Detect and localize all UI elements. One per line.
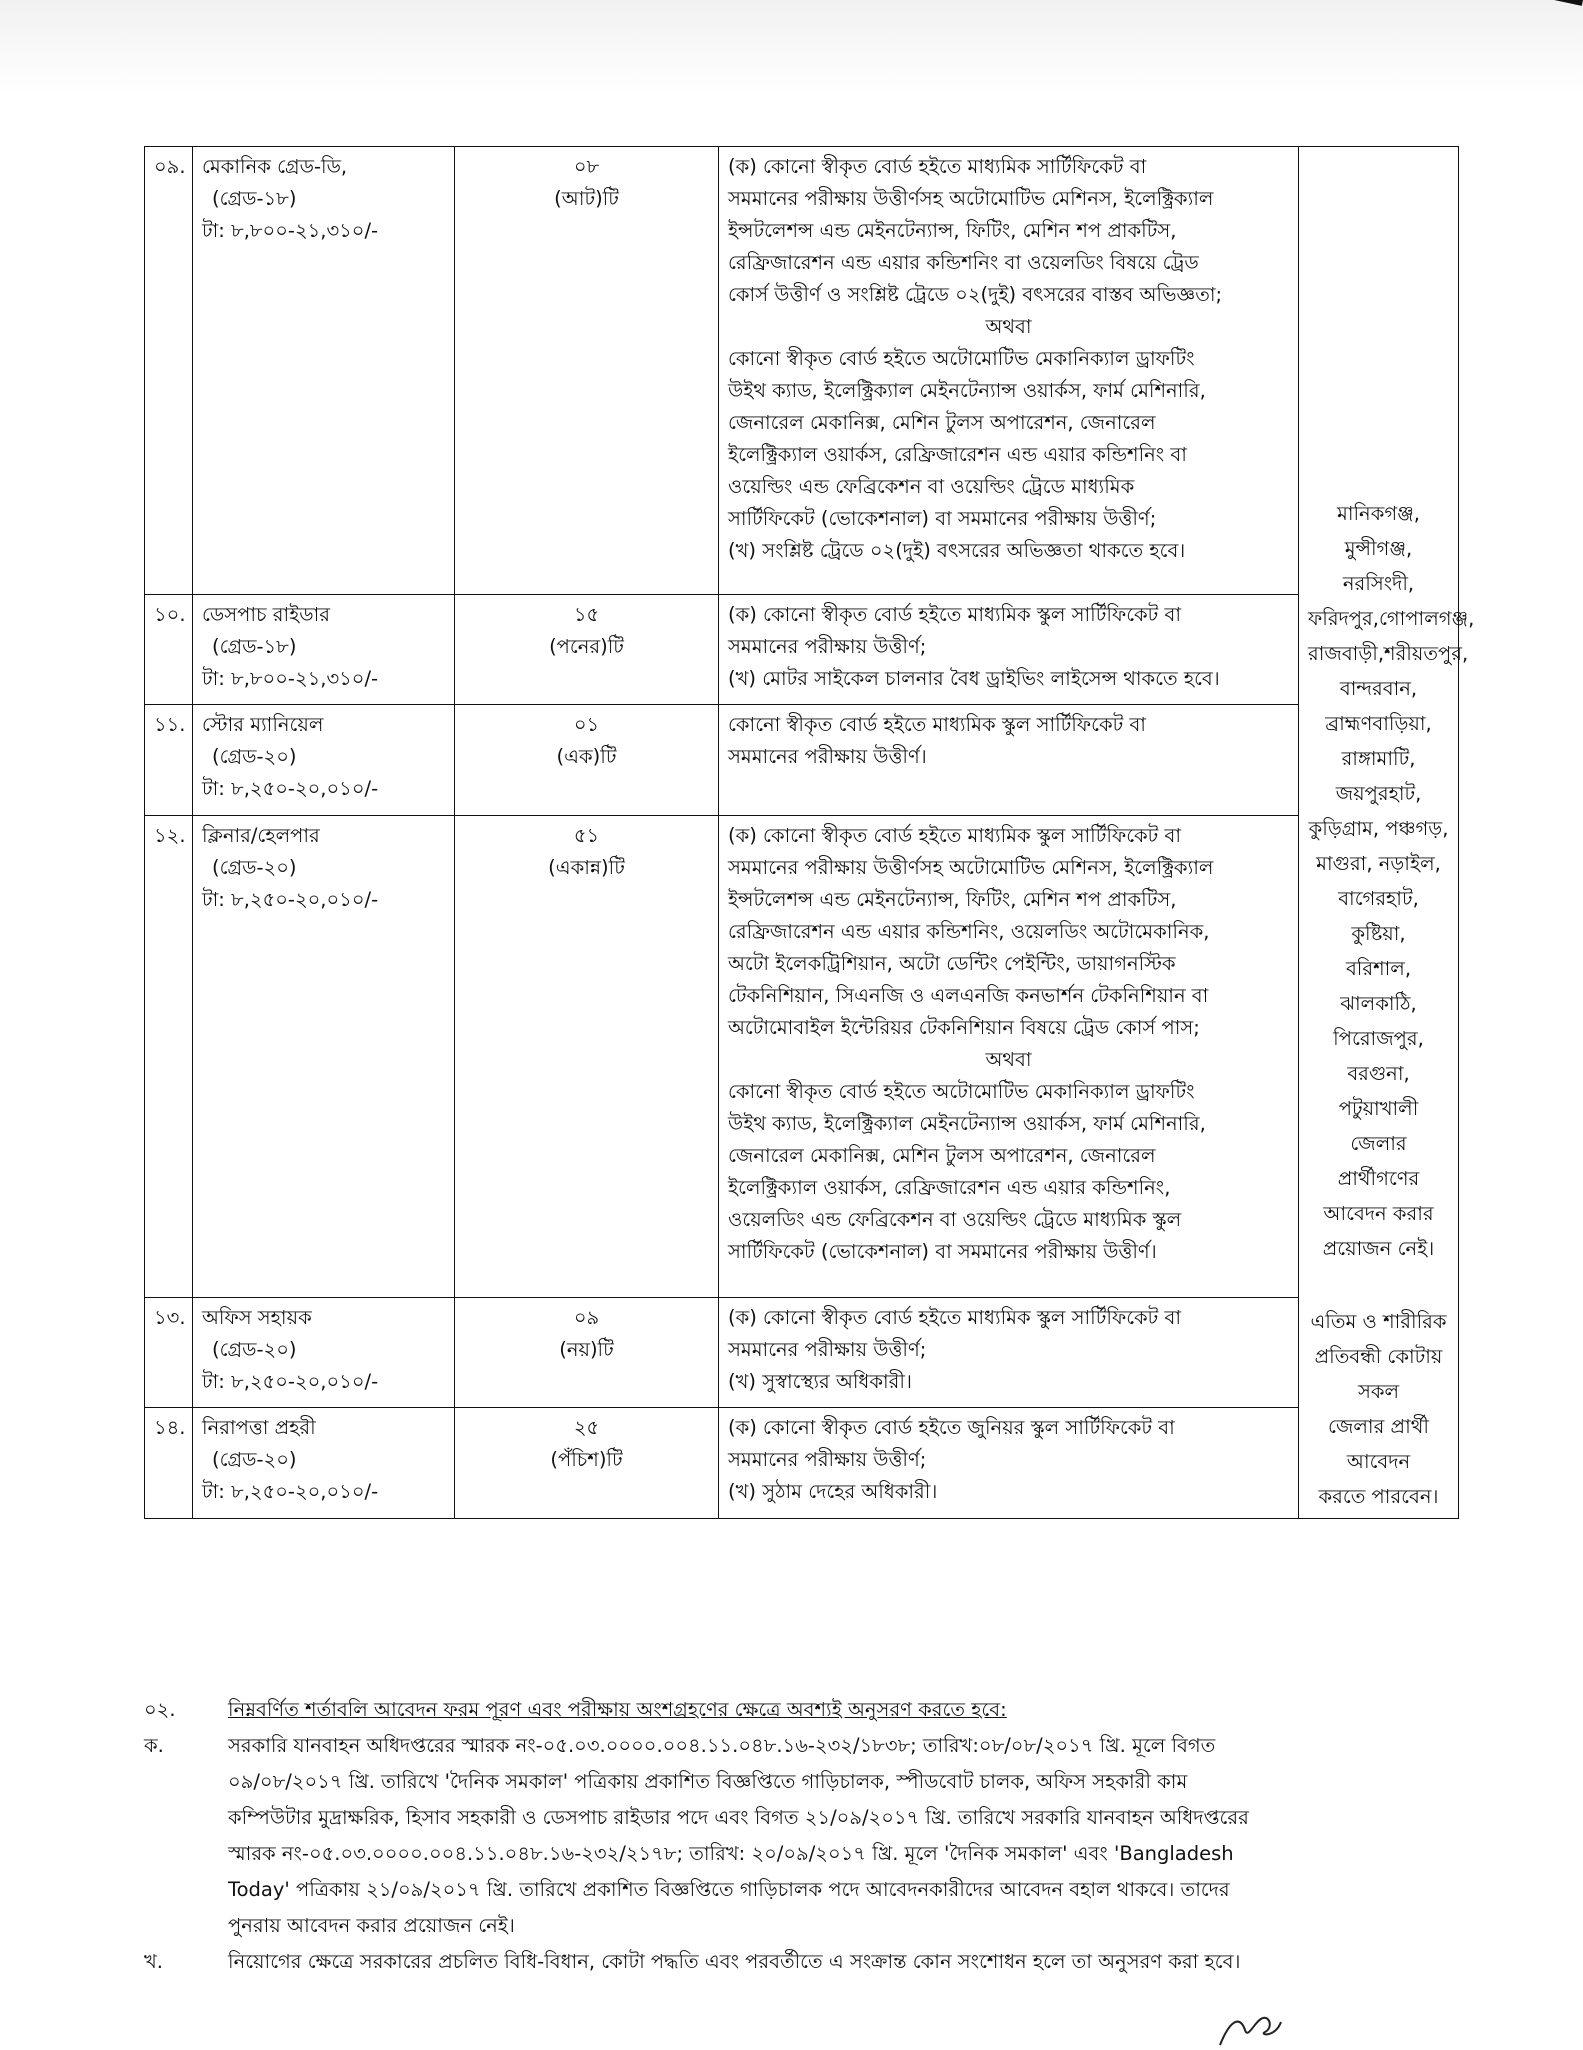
table-row [145,1297,1459,1408]
qualification-line: উইথ ক্যাড, ইলেক্ট্রিক্যাল মেইনটেন্যান্স ওয়ার্কস, ফার্ম মেশিনারি, [728,379,1206,402]
post-name: মেকানিক গ্রেড-ডি, [202,155,348,178]
post-count-words: (নয়)টি [559,1337,614,1361]
qualification-line: জেনারেল মেকানিক্স, মেশিন টুলস অপারেশন, জেনারেল [728,1144,1156,1168]
scan-shadow [0,0,1583,95]
qualification-line: ইলেক্ট্রিক্যাল ওয়ার্কস, রেফ্রিজারেশন এন্ড এয়ার কন্ডিশনিং, [728,1176,1171,1200]
qualification-line: সমমানের পরীক্ষায় উত্তীর্ণ। [728,745,927,769]
post-cell [193,1408,455,1519]
remark-line: রাজবাড়ী,শরীয়তপুর, [1308,642,1469,665]
post-grade: (গ্রেড-২০) [212,1337,297,1361]
post-count-cell [455,1408,719,1519]
qualification-line: (ক) কোনো স্বীকৃত বোর্ড হইতে মাধ্যমিক স্কুল সার্টিফিকেট বা [728,1305,1182,1329]
post-cell [193,147,455,595]
post-cell [193,1297,455,1408]
qualification-line: টেকনিশিয়ান, সিএনজি ও এলএনজি কনভার্শন টেকনিশিয়ান বা [728,984,1209,1008]
conditions-heading: নিম্নবর্ণিত শর্তাবলি আবেদন ফরম পূরণ এবং পরীক্ষায় অংশগ্রহণের ক্ষেত্রে অবশ্যই অনুসরণ করতে হবে: [228,1698,1007,1721]
post-name: স্টোর ম্যানিয়েল [202,713,324,737]
table-row [145,705,1459,816]
condition-item-ka [144,1728,1458,1944]
qualification-line: রেফ্রিজারেশন এন্ড এয়ার কন্ডিশনিং, ওয়েলডিং অটোমেকানিক, [728,920,1210,944]
post-name: নিরাপত্তা প্রহরী [202,1416,316,1440]
qualification-line: কোনো স্বীকৃত বোর্ড হইতে মাধ্যমিক স্কুল সার্টিফিকেট বা [728,713,1146,737]
table-row [145,1408,1459,1519]
qualification-line: (ক) কোনো স্বীকৃত বোর্ড হইতে মাধ্যমিক স্কুল সার্টিফিকেট বা [728,602,1182,626]
post-grade: (গ্রেড-১৮) [212,634,297,658]
post-cell [193,816,455,1298]
qualification-cell [719,816,1299,1298]
qualification-line: ওয়েলডিং এন্ড ফেব্রিকেশন বা ওয়েল্ডিং ট্রেডে মাধ্যমিক স্কুল [728,1208,1182,1232]
qualification-line: সমমানের পরীক্ষায় উত্তীর্ণ; [728,1337,927,1361]
excluded-districts-note [1308,151,1475,1266]
remark-line: রাঙ্গামাটি, জয়পুরহাট, [1335,747,1422,805]
post-pay-scale: টা: ৮,২৫০-২০,০১০/- [202,777,379,801]
serial-cell: ০৯. [145,147,193,595]
serial-cell: ১১. [145,705,193,816]
qualification-line: কোর্স উত্তীর্ণ ও সংশ্লিষ্ট ট্রেডে ০২(দুই) বৎসরের বাস্তব অভিজ্ঞতা; [728,283,1223,306]
remark-line: ব্রাহ্মণবাড়িয়া, [1325,712,1432,735]
qualification-line: (খ) সুঠাম দেহের অধিকারী। [728,1480,938,1504]
remark-line: মাগুরা, নড়াইল, [1316,852,1441,875]
remark-line: নরসিংদী, [1342,572,1415,595]
qualification-line: অটোমোবাইল ইন্টেরিয়র টেকনিশিয়ান বিষয়ে ট্রেড কোর্স পাস; [728,1016,1200,1040]
remark-line: আবেদন করার [1323,1202,1434,1225]
post-pay-scale: টা: ৮,২৫০-২০,০১০/- [202,1480,379,1504]
remark-line: কুড়িগ্রাম, পঞ্চগড়, [1308,817,1449,840]
remark-line: বাগেরহাট, কুষ্টিয়া, [1338,887,1419,945]
conditions-heading-row [144,1692,1458,1728]
qualification-line: উইথ ক্যাড, ইলেক্ট্রিক্যাল মেইনটেন্যান্স ওয়ার্কস, ফার্ম মেশিনারি, [728,1112,1206,1136]
post-pay-scale: টা: ৮,২৫০-২০,০১০/- [202,1369,379,1393]
condition-line: ০৯/০৮/২০১৭ খ্রি. তারিখে 'দৈনিক সমকাল' পত্রিকায় প্রকাশিত বিজ্ঞপ্তিতে গাড়িচালক, স্পীডবোট চালক, অফিস সহকারী কাম [228,1770,1188,1793]
qualification-line: ইলেক্ট্রিক্যাল ওয়ার্কস, রেফ্রিজারেশন এন্ড এয়ার কন্ডিশনিং বা [728,443,1187,466]
qualification-line: অটো ইলেকট্রিশিয়ান, অটো ডেন্টিং পেইন্টিং, ডায়াগনস্টিক [728,952,1176,976]
post-count-number: ২৫ [573,1416,600,1440]
post-count-number: ১৫ [573,602,600,626]
remark-line: মানিকগঞ্জ, মুন্সীগঞ্জ, [1337,502,1420,560]
qualification-cell [719,147,1299,595]
condition-line: পুনরায় আবেদন করার প্রয়োজন নেই। [228,1914,515,1937]
qualification-line: জেনারেল মেকানিক্স, মেশিন টুলস অপারেশন, জেনারেল [728,411,1156,434]
serial-cell: ১৪. [145,1408,193,1519]
post-grade: (গ্রেড-২০) [212,745,297,769]
posts-table [144,146,1475,1519]
post-count-number: ৫১ [573,824,600,848]
post-grade: (গ্রেড-১৮) [212,187,297,210]
post-name: ডেসপাচ রাইডার [202,602,331,626]
condition-text [228,1728,1458,1944]
post-pay-scale: টা: ৮,২৫০-২০,০১০/- [202,888,379,912]
table-row [145,147,1459,595]
condition-line: কম্পিউটার মুদ্রাক্ষরিক, হিসাব সহকারী ও ডেসপাচ রাইডার পদে এবং বিগত ২১/০৯/২০১৭ খ্রি. তারিখে সরকারি যানবাহন অধিদপ্তরের [228,1806,1249,1829]
table-row [145,594,1459,705]
qualification-line: সমমানের পরীক্ষায় উত্তীর্ণসহ অটোমোটিভ মেশিনস, ইলেক্ট্রিক্যাল [728,856,1214,880]
qualification-line: কোনো স্বীকৃত বোর্ড হইতে অটোমোটিভ মেকানিক্যাল ড্রাফটিং [728,347,1195,370]
post-count-number: ০১ [573,713,600,737]
post-count-words: (পনের)টি [549,634,624,658]
qualification-line: (খ) মোটর সাইকেল চালনার বৈধ ড্রাইভিং লাইসেন্স থাকতে হবে। [728,666,1220,690]
qualification-line: সার্টিফিকেট (ভোকেশনাল) বা সমমানের পরীক্ষায় উত্তীর্ণ। [728,1240,1157,1264]
qualification-line: (ক) কোনো স্বীকৃত বোর্ড হইতে মাধ্যমিক সার্টিফিকেট বা [728,155,1147,178]
qualification-cell [719,1408,1299,1519]
qualification-line: (খ) সুস্বাস্থ্যের অধিকারী। [728,1369,912,1393]
post-count-cell [455,147,719,595]
qualification-cell [719,1297,1299,1408]
post-count-words: (পঁচিশ)টি [550,1448,623,1472]
qualification-line: কোনো স্বীকৃত বোর্ড হইতে অটোমোটিভ মেকানিক্যাল ড্রাফটিং [728,1080,1195,1104]
remark-line: জেলার প্রার্থী আবেদন [1328,1415,1429,1473]
remark-line: এতিম ও শারীরিক [1310,1310,1447,1333]
post-count-words: (এক)টি [556,745,617,769]
table-row [145,816,1459,1298]
condition-label: খ. [144,1950,164,1973]
qualification-line: সমমানের পরীক্ষায় উত্তীর্ণ; [728,1448,927,1472]
condition-line: সরকারি যানবাহন অধিদপ্তরের স্মারক নং-০৫.০৩.০০০০.০০৪.১১.০৪৮.১৬-২৩২/১৮৩৮; তারিখ:০৮/০৮/২০১৭ খ্রি. মূলে বিগত [228,1734,1216,1757]
remark-line: পটুয়াখালী [1338,1097,1419,1120]
condition-text [228,1944,1458,1980]
post-name: ক্লিনার/হেলপার [202,824,320,848]
quota-note [1308,1304,1449,1514]
qualification-line: ইন্সটলেশন্স এন্ড মেইনটেন্যান্স, ফিটিং, মেশিন শপ প্রাকটিস, [728,888,1177,912]
remarks-cell [1299,147,1475,1519]
remark-line: বান্দরবান, [1339,677,1418,700]
serial-cell: ১৩. [145,1297,193,1408]
serial-cell: ১২. [145,816,193,1298]
qualification-line: সমমানের পরীক্ষায় উত্তীর্ণসহ অটোমোটিভ মেশিনস, ইলেক্ট্রিক্যাল [728,187,1214,210]
qualification-cell [719,594,1299,705]
qualification-line: রেফ্রিজারেশন এন্ড এয়ার কন্ডিশনিং বা ওয়েলডিং বিষয়ে ট্রেড [728,251,1199,274]
post-name: অফিস সহায়ক [202,1305,312,1329]
remark-line: বরিশাল, ঝালকাঠি, [1340,957,1417,1015]
remark-line: জেলার প্রার্থীগণের [1337,1132,1420,1190]
condition-item-kha [144,1944,1458,1980]
qualification-line: ইন্সটলেশন্স এন্ড মেইনটেন্যান্স, ফিটিং, মেশিন শপ প্রাকটিস, [728,219,1177,242]
post-pay-scale: টা: ৮,৮০০-২১,৩১০/- [202,666,379,690]
serial-cell: ১০. [145,594,193,705]
remark-line: প্রয়োজন নেই। [1322,1237,1435,1260]
qualification-line: অথবা [985,1048,1032,1072]
post-count-words: (একান্ন)টি [548,856,625,880]
post-count-cell [455,1297,719,1408]
post-grade: (গ্রেড-২০) [212,1448,297,1472]
qualification-line: (ক) কোনো স্বীকৃত বোর্ড হইতে জুনিয়র স্কুল সার্টিফিকেট বা [728,1416,1175,1440]
post-pay-scale: টা: ৮,৮০০-২১,৩১০/- [202,219,379,242]
qualification-line: সমমানের পরীক্ষায় উত্তীর্ণ; [728,634,927,658]
post-count-words: (আট)টি [554,187,619,210]
signature-mark [1215,2010,1285,2050]
condition-line: নিয়োগের ক্ষেত্রে সরকারের প্রচলিত বিধি-বিধান, কোটা পদ্ধতি এবং পরবর্তীতে এ সংক্রান্ত কোন সংশোধন হলে তা অনুসরণ করা হবে। [228,1950,1241,1973]
qualification-cell [719,705,1299,816]
remark-line: প্রতিবন্ধী কোটায় সকল [1314,1345,1443,1403]
condition-label: ক. [144,1734,164,1757]
posts-table-body [145,147,1475,1519]
qualification-line: (খ) সংশ্লিষ্ট ট্রেডে ০২(দুই) বৎসরের অভিজ্ঞতা থাকতে হবে। [728,539,1186,562]
post-count-cell [455,705,719,816]
qualification-line: (ক) কোনো স্বীকৃত বোর্ড হইতে মাধ্যমিক স্কুল সার্টিফিকেট বা [728,824,1182,848]
remark-line: করতে পারবেন। [1318,1485,1439,1508]
conditions-section [144,1692,1458,1980]
post-count-cell [455,816,719,1298]
post-cell [193,705,455,816]
post-count-number: ০৯ [573,1305,600,1329]
remark-line: ফরিদপুর,গোপালগঞ্জ, [1308,607,1475,630]
post-cell [193,594,455,705]
condition-line: Today' পত্রিকায় ২১/০৯/২০১৭ খ্রি. তারিখে প্রকাশিত বিজ্ঞপ্তিতে গাড়িচালক পদে আবেদনকারীদের আবেদন বহাল থাকবে। তাদের [228,1878,1230,1901]
qualification-line: অথবা [985,315,1032,338]
conditions-number: ০২. [144,1698,176,1721]
post-count-number: ০৮ [573,155,600,178]
remark-line: পিরোজপুর, বরগুনা, [1333,1027,1424,1085]
post-grade: (গ্রেড-২০) [212,856,297,880]
post-count-cell [455,594,719,705]
qualification-line: সার্টিফিকেট (ভোকেশনাল) বা সমমানের পরীক্ষায় উত্তীর্ণ; [728,507,1157,530]
qualification-line: ওয়েল্ডিং এন্ড ফেব্রিকেশন বা ওয়েল্ডিং ট্রেডে মাধ্যমিক [728,475,1135,498]
condition-line: স্মারক নং-০৫.০৩.০০০০.০০৪.১১.০৪৮.১৬-২৩২/২১৭৮; তারিখ: ২০/০৯/২০১৭ খ্রি. মূলে 'দৈনিক সমকাল' এবং 'Bangladesh [228,1842,1234,1865]
